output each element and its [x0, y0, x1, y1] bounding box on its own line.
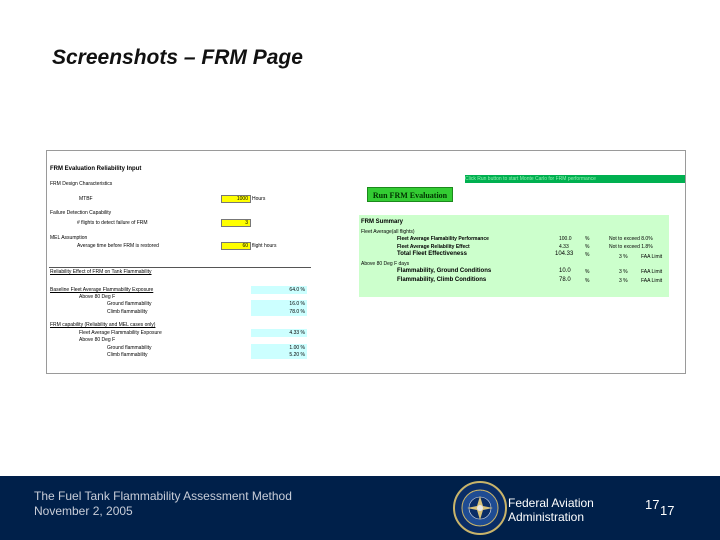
- ground-b-value: 1.00 %: [289, 345, 305, 351]
- mel-unit: flight hours: [252, 243, 277, 249]
- run-instruction-text: Click Run button to start Monte Carlo for FRM performance: [465, 176, 596, 182]
- climb-a-cell: [251, 308, 307, 316]
- mtbf-input[interactable]: 1000: [221, 195, 251, 203]
- above-80-heading-b: Above 80 Deg F: [79, 337, 116, 343]
- ground-a-cell: [251, 300, 307, 308]
- climb-flammability-a-label: Climb flammability: [107, 309, 148, 315]
- footer-presentation-info: [34, 489, 292, 519]
- summary-row-value: 78.0: [559, 277, 571, 283]
- summary-row-label: Fleet Average Reliability Effect: [397, 244, 470, 250]
- faa-seal-icon: [452, 480, 508, 536]
- summary-row-value: 4.33: [559, 244, 569, 250]
- summary-row-unit: %: [585, 278, 590, 284]
- baseline-value: 64.0 %: [289, 287, 305, 293]
- summary-row-label: Total Fleet Effectiveness: [397, 251, 467, 257]
- above-80-days-heading: Above 80 Deg F days: [361, 261, 410, 267]
- summary-row-note: Not to exceed 8.0%: [609, 236, 653, 242]
- summary-row-note2: FAA Limit: [641, 278, 663, 284]
- summary-row-label: Fleet Average Flamability Performance: [397, 236, 489, 242]
- fleet-avg-cell: [251, 329, 307, 337]
- summary-row-value: 100.0: [559, 236, 572, 242]
- fleet-avg-value: 4.33 %: [289, 330, 305, 336]
- mtbf-label: MTBF: [79, 196, 93, 202]
- summary-row-note: 3 %: [619, 278, 628, 284]
- design-characteristics-heading: FRM Design Characteristics: [50, 181, 113, 187]
- reliability-effect-heading: Reliability Effect of FRM on Tank Flammability: [50, 269, 152, 275]
- mel-assumption-heading: MEL Assumption: [50, 235, 88, 241]
- summary-row-note: 3 %: [619, 254, 628, 260]
- ground-flammability-b-label: Ground flammability: [107, 345, 152, 351]
- summary-row-unit: %: [585, 244, 590, 250]
- failure-detection-heading: Failure Detection Capability: [50, 210, 112, 216]
- run-instruction-banner: [465, 175, 686, 183]
- ground-a-value: 16.0 %: [289, 301, 305, 307]
- flights-to-detect-label: # flights to detect failure of FRM: [77, 220, 148, 226]
- mtbf-unit: Hours: [252, 196, 266, 202]
- summary-row-note: 3 %: [619, 269, 628, 275]
- baseline-value-cell: [251, 286, 307, 294]
- baseline-label: Baseline Fleet Average Flammability Exposure: [50, 287, 154, 293]
- summary-row-value: 104.33: [555, 251, 574, 257]
- summary-row-label: Flammability, Climb Conditions: [397, 277, 487, 283]
- summary-row-label: Flammability, Ground Conditions: [397, 268, 492, 274]
- slide-title: Screenshots – FRM Page: [52, 46, 303, 69]
- summary-row-note: Not to exceed 1.8%: [609, 244, 653, 250]
- footer-bar: [0, 476, 720, 540]
- sheet-title: FRM Evaluation Reliability Input: [50, 166, 142, 172]
- frm-page-screenshot: [46, 150, 686, 374]
- summary-row-unit: %: [585, 269, 590, 275]
- flights-to-detect-input[interactable]: 3: [221, 219, 251, 227]
- frm-capability-heading: FRM capability (Reliability and MEL cases only): [50, 322, 156, 328]
- page-number-repeat: 17: [660, 503, 675, 518]
- climb-b-value: 5.20 %: [289, 352, 305, 358]
- footer-date: November 2, 2005: [34, 504, 133, 518]
- mel-input[interactable]: 60: [221, 242, 251, 250]
- fleet-average-heading: Fleet Average(all flights): [361, 229, 415, 235]
- summary-row-note2: FAA Limit: [641, 254, 663, 260]
- climb-a-value: 78.0 %: [289, 309, 305, 315]
- ground-flammability-a-label: Ground flammability: [107, 301, 152, 307]
- agency-name-line2: Administration: [508, 510, 585, 524]
- above-80-heading-a: Above 80 Deg F: [79, 294, 116, 300]
- divider: [49, 267, 311, 268]
- agency-name-line1: Federal Aviation: [508, 496, 594, 510]
- frm-summary-title: FRM Summary: [361, 219, 404, 225]
- mel-label: Average time before FRM is restored: [77, 243, 159, 249]
- agency-name: [508, 496, 594, 524]
- page-number: 17: [645, 497, 660, 512]
- fleet-avg-exposure-label: Fleet Average Flammability Exposure: [79, 330, 162, 336]
- run-frm-evaluation-button[interactable]: Run FRM Evaluation: [367, 187, 453, 202]
- summary-row-value: 10.0: [559, 268, 571, 274]
- footer-presentation-title: The Fuel Tank Flammability Assessment Method: [34, 489, 292, 503]
- summary-row-unit: %: [585, 252, 590, 258]
- summary-row-unit: %: [585, 236, 590, 242]
- climb-flammability-b-label: Climb flammability: [107, 352, 148, 358]
- summary-row-note2: FAA Limit: [641, 269, 663, 275]
- climb-b-cell: [251, 351, 307, 359]
